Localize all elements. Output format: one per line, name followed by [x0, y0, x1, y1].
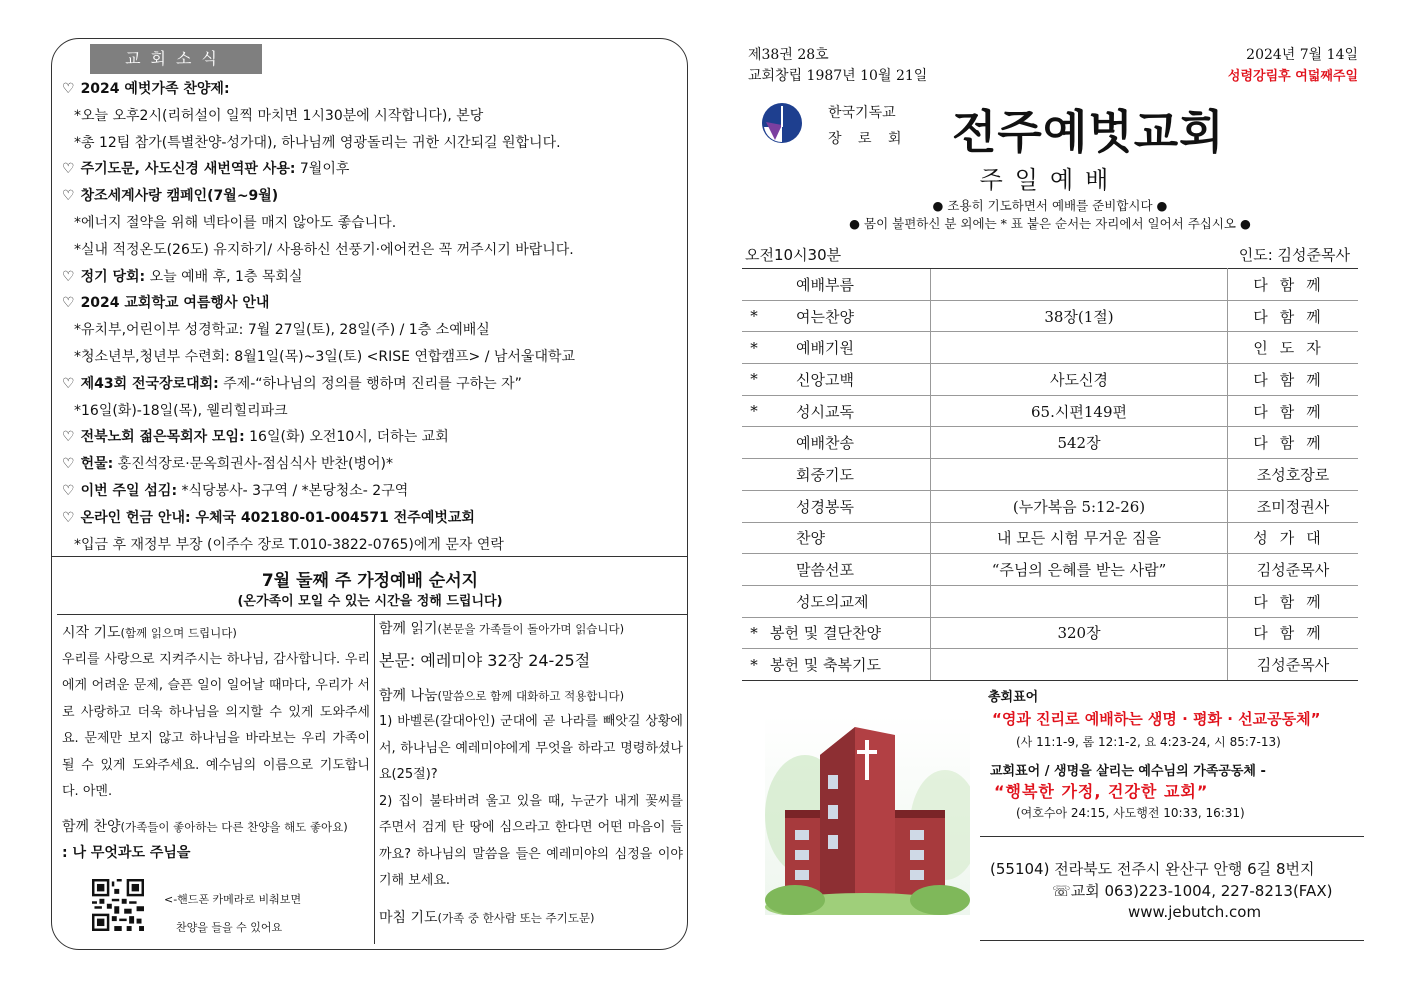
heart-bullet-icon: ♡: [62, 268, 75, 285]
family-right-column: [379, 616, 683, 931]
notice-line-1: ● 조용히 기도하면서 예배를 준비합시다 ●: [932, 198, 1168, 213]
family-worship-box-top: [57, 614, 687, 615]
news-text: 2024 교회학교 여름행사 안내: [80, 295, 270, 312]
address-divider-bottom: [980, 940, 1364, 941]
news-text: *16일(화)-18일(목), 웰리힐리파크: [74, 402, 288, 419]
news-item-title: [62, 156, 682, 183]
order-person-text: 다함께: [1253, 275, 1333, 294]
news-item-title: [62, 264, 682, 291]
standing-marker: [742, 490, 766, 522]
news-text: *유치부,어린이부 성경학교: 7월 27일(토), 28일(주) / 1층 소예배실: [74, 322, 490, 339]
order-person-text: 다함께: [1253, 434, 1333, 453]
general-assembly-motto-label: 총회표어: [988, 690, 1039, 705]
closing-heading: [379, 905, 683, 932]
news-text: *청소년부,청년부 수련회: 8월1일(목)~3일(토) <RISE 연합캠프> / 남서울대학교: [74, 348, 576, 365]
heart-bullet-icon: ♡: [62, 161, 75, 178]
reading-title: 함께 읽기: [379, 621, 438, 637]
news-item-title: [62, 478, 682, 505]
heart-bullet-icon: ♡: [62, 509, 75, 526]
standing-marker: [742, 269, 766, 301]
order-content: 320장: [931, 617, 1228, 649]
order-item: 봉헌 및 축복기도: [766, 649, 931, 681]
service-leader: 인도: 김성준목사: [1238, 246, 1350, 264]
heart-bullet-icon: ♡: [62, 375, 75, 392]
order-row: [742, 490, 1358, 522]
family-worship-title: 7월 둘째 주 가정예배 순서지: [261, 571, 479, 591]
news-text: 전북노회 젊은목회자 모임:: [80, 429, 245, 446]
news-text: *오늘 오후2시(리허설이 일찍 마치면 1시30분에 시작합니다), 본당: [74, 107, 484, 124]
order-row: [742, 554, 1358, 586]
qr-code-icon[interactable]: [92, 879, 144, 931]
hymn-title: 함께 찬양: [62, 818, 121, 835]
order-content: 65.시편149편: [931, 395, 1228, 427]
sharing-question-2: 2) 집이 불타버려 울고 있을 때, 누군가 내게 꽃씨를 주면서 검게 탄 땅에 심으라고 한다면 어떤 마음이 들까요? 하나님의 말씀을 들은 예레미야의 심정을 이야기해 보세요.: [379, 793, 683, 888]
church-founded: 교회창립 1987년 10월 21일: [748, 68, 928, 84]
news-item-title: [62, 451, 682, 478]
news-item-detail: [62, 532, 682, 559]
order-item: 찬양: [766, 522, 931, 554]
order-row: [742, 459, 1358, 491]
heart-bullet-icon: ♡: [62, 456, 75, 473]
service-time: 오전10시30분: [745, 246, 842, 264]
news-item-detail: [62, 237, 682, 264]
church-motto: “행복한 가정, 건강한 교회”: [994, 782, 1209, 801]
standing-marker: *: [742, 649, 766, 681]
order-content: 38장(1절): [931, 300, 1228, 332]
order-person-text: 다함께: [1253, 592, 1333, 611]
standing-marker: *: [742, 395, 766, 427]
news-item-detail: [62, 344, 682, 371]
church-news-list: [62, 76, 682, 558]
order-item: 예배찬송: [766, 427, 931, 459]
order-row: [742, 427, 1358, 459]
order-person-text: 성가대: [1253, 529, 1333, 548]
denomination-line-1: 한국기독교: [828, 105, 896, 121]
church-name: 전주예벗교회: [952, 105, 1225, 159]
sharing-title: 함께 나눔: [379, 687, 438, 704]
church-motto-label: 교회표어 / 생명을 살리는 예수님의 가족공동체 -: [990, 764, 1266, 779]
news-text: 창조세계사랑 캠페인(7월~9월): [80, 188, 279, 205]
general-assembly-motto-refs: (사 11:1-9, 롬 12:1-2, 요 4:23-24, 시 85:7-13): [1016, 735, 1281, 749]
qr-caption: [164, 886, 301, 942]
standing-marker: [742, 522, 766, 554]
order-row: [742, 617, 1358, 649]
news-item-title: [62, 371, 682, 398]
order-item: 성시교독: [766, 395, 931, 427]
news-text: 정기 당회:: [80, 268, 146, 285]
opening-prayer-text: 우리를 사랑으로 지켜주시는 하나님, 감사합니다. 우리에게 어려운 문제, 슬픈 일이 일어날 때마다, 우리가 서로 사랑하고 더욱 하나님을 의지할 수 있게 도와주세요. 문제만 보지 않고 하나님을 바라보는 우리 가족이 될 수 있게 도와주세요. 예수님의 이름으로 기도합니다. 아멘.: [62, 651, 370, 799]
order-of-worship-table: [742, 268, 1358, 681]
standing-marker: *: [742, 364, 766, 396]
qr-caption-line-2: 찬양을 들을 수 있어요: [176, 921, 283, 934]
news-text-detail: 16일(화) 오전10시, 더하는 교회: [244, 429, 449, 446]
qr-caption-line-1: <-핸드폰 카메라로 비춰보면: [164, 893, 302, 906]
news-text-detail: 오늘 예배 후, 1층 목회실: [145, 268, 303, 285]
news-text: 헌물:: [80, 456, 114, 473]
standing-marker: [742, 554, 766, 586]
denomination-logo-icon: [761, 102, 803, 144]
reading-passage: 본문: 예레미야 32장 24-25절: [379, 650, 591, 670]
church-address: (55104) 전라북도 전주시 완산구 안행 6길 8번지: [990, 860, 1315, 878]
order-person-text: 조미정권사: [1256, 497, 1330, 516]
church-news-header: 교회소식: [90, 44, 262, 74]
standing-marker: [742, 585, 766, 617]
order-row: [742, 300, 1358, 332]
opening-prayer-heading: [62, 620, 370, 647]
order-content: [931, 332, 1228, 364]
order-content: [931, 459, 1228, 491]
order-person: [1228, 332, 1359, 364]
order-item: 말씀선포: [766, 554, 931, 586]
order-row: [742, 395, 1358, 427]
order-content: “주님의 은혜를 받는 사람”: [931, 554, 1228, 586]
sharing-question-1: 1) 바벨론(갈대아인) 군대에 곧 나라를 빼앗길 상황에서, 하나님은 예레미야에게 무엇을 하라고 명령하셨나요(25절)?: [379, 714, 683, 782]
denomination-name: [828, 100, 907, 152]
news-text: *입금 후 재정부 부장 (이주수 장로 T.010-3822-0765)에게 문자 연락: [74, 536, 504, 553]
reading-note: (본문을 가족들이 돌아가며 읽습니다): [437, 622, 625, 636]
hymn-note: (가족들이 좋아하는 다른 찬양을 해도 좋아요): [120, 819, 348, 834]
opening-prayer-note: (함께 읽으며 드립니다): [120, 626, 237, 640]
order-person-text: 다함께: [1253, 624, 1333, 643]
heart-bullet-icon: ♡: [62, 429, 75, 446]
order-item: 예배부름: [766, 269, 931, 301]
church-building-image: [765, 715, 970, 915]
order-person: [1228, 522, 1359, 554]
news-text-detail: 홍진석장로·문옥희권사-점심식사 반찬(병어)*: [113, 456, 393, 473]
order-content: [931, 269, 1228, 301]
standing-marker: [742, 427, 766, 459]
church-phone: ☏교회 063)223-1004, 227-8213(FAX): [1052, 882, 1333, 900]
order-item: 예배기원: [766, 332, 931, 364]
standing-marker: *: [742, 332, 766, 364]
order-person: [1228, 617, 1359, 649]
order-person: [1228, 427, 1359, 459]
church-motto-refs: (여호수아 24:15, 사도행전 10:33, 16:31): [1016, 806, 1245, 820]
hymn-heading: [62, 814, 370, 841]
order-person-text: 김성준목사: [1256, 656, 1330, 675]
news-item-title: [62, 505, 682, 532]
section-divider: [52, 556, 687, 557]
standing-marker: *: [742, 300, 766, 332]
column-divider: [374, 614, 375, 944]
family-left-column: [62, 620, 370, 867]
order-person-text: 김성준목사: [1256, 561, 1330, 580]
order-item: 성도의교제: [766, 585, 931, 617]
order-person: [1228, 300, 1359, 332]
order-person: [1228, 490, 1359, 522]
opening-prayer-title: 시작 기도: [62, 625, 121, 641]
news-text: 이번 주일 섬김:: [80, 482, 178, 499]
order-content: [931, 585, 1228, 617]
bulletin-date: 2024년 7월 14일: [1246, 47, 1358, 63]
closing-note: (가족 중 한사람 또는 주기도문): [437, 910, 595, 925]
news-item-title: [62, 290, 682, 317]
order-person-text: 조성호장로: [1256, 465, 1330, 484]
news-item-detail: [62, 130, 682, 157]
liturgical-season: 성령강림후 여덟째주일: [1227, 69, 1358, 84]
news-text-detail: 7월이후: [295, 161, 350, 178]
order-row: [742, 269, 1358, 301]
order-item: 회중기도: [766, 459, 931, 491]
news-text: 주기도문, 사도신경 새번역판 사용:: [80, 161, 296, 178]
order-person: [1228, 554, 1359, 586]
sharing-note: (말씀으로 함께 대화하고 적용합니다): [437, 688, 625, 703]
news-text-detail: 주제-“하나님의 정의를 행하며 진리를 구하는 자”: [218, 375, 522, 392]
order-row: [742, 522, 1358, 554]
order-row: [742, 364, 1358, 396]
heart-bullet-icon: ♡: [62, 482, 75, 499]
order-item: 성경봉독: [766, 490, 931, 522]
order-person: [1228, 269, 1359, 301]
order-item: 봉헌 및 결단찬양: [766, 617, 931, 649]
hymn-name: : 나 무엇과도 주님을: [62, 845, 191, 861]
news-item-title: [62, 76, 682, 103]
service-title: 주일예배: [979, 166, 1121, 194]
notice-line-2: ● 몸이 불편하신 분 외에는 * 표 붙은 순서는 자리에서 일어서 주십시오 ●: [849, 216, 1251, 231]
order-item: 신앙고백: [766, 364, 931, 396]
order-content: [931, 649, 1228, 681]
news-text: *총 12팀 참가(특별찬양-성가대), 하나님께 영광돌리는 귀한 시간되길 원합니다.: [74, 134, 561, 151]
order-person-text: 다함께: [1253, 307, 1333, 326]
order-person: [1228, 395, 1359, 427]
order-person: [1228, 649, 1359, 681]
news-item-detail: [62, 103, 682, 130]
news-text: 제43회 전국장로대회:: [80, 375, 219, 392]
order-content: (누가복음 5:12-26): [931, 490, 1228, 522]
address-divider-top: [980, 836, 1364, 837]
order-row: [742, 332, 1358, 364]
order-person: [1228, 459, 1359, 491]
news-text-detail: *식당봉사- 3구역 / *본당청소- 2구역: [177, 482, 409, 499]
news-item-title: [62, 424, 682, 451]
order-content: 542장: [931, 427, 1228, 459]
order-person-text: 다함께: [1253, 370, 1333, 389]
denomination-line-2: 장 로 회: [828, 131, 908, 147]
news-item-title: [62, 183, 682, 210]
news-item-detail: [62, 317, 682, 344]
church-website-link[interactable]: www.jebutch.com: [1128, 903, 1262, 921]
news-item-detail: [62, 398, 682, 425]
reading-heading: [379, 616, 683, 643]
news-item-detail: [62, 210, 682, 237]
sharing-heading: [379, 683, 683, 710]
order-row: [742, 585, 1358, 617]
order-person-text: 인도자: [1253, 339, 1333, 358]
order-content: 사도신경: [931, 364, 1228, 396]
standing-marker: [742, 459, 766, 491]
order-person-text: 다함께: [1253, 402, 1333, 421]
news-text: 온라인 헌금 안내: 우체국 402180-01-004571 전주예벗교회: [80, 509, 475, 526]
bulletin-volume: 제38권 28호: [748, 47, 829, 63]
order-item: 여는찬양: [766, 300, 931, 332]
news-text: 2024 예벗가족 찬양제:: [80, 81, 230, 97]
closing-title: 마침 기도: [379, 909, 438, 926]
news-text: *실내 적정온도(26도) 유지하기/ 사용하신 선풍기·에어컨은 꼭 꺼주시기 바랍니다.: [74, 241, 574, 258]
standing-marker: *: [742, 617, 766, 649]
order-person: [1228, 364, 1359, 396]
heart-bullet-icon: ♡: [62, 295, 75, 312]
order-content: 내 모든 시험 무거운 짐을: [931, 522, 1228, 554]
heart-bullet-icon: ♡: [62, 188, 75, 205]
order-person: [1228, 585, 1359, 617]
heart-bullet-icon: ♡: [62, 81, 75, 97]
order-row: [742, 649, 1358, 681]
family-worship-subtitle: (온가족이 모일 수 있는 시간을 정해 드립니다): [237, 594, 503, 609]
general-assembly-motto: “영과 진리로 예배하는 생명 · 평화 · 선교공동체”: [992, 710, 1321, 728]
news-text: *에너지 절약을 위해 넥타이를 매지 않아도 좋습니다.: [74, 214, 397, 231]
